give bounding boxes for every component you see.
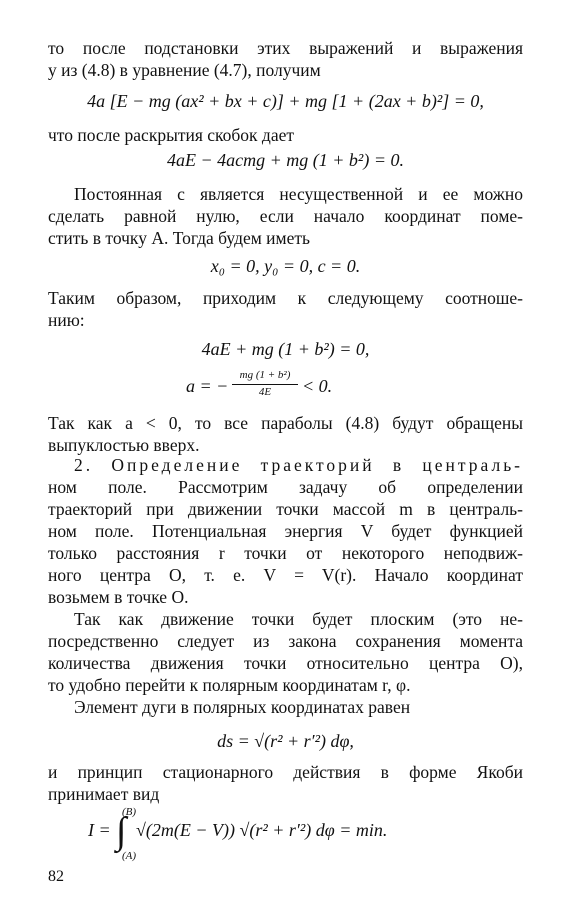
text-line: что после раскрытия скобок дает	[48, 125, 295, 145]
equation-4-9-expanded: 4a [E − mg (ax² + bx + c)] + mg [1 + (2ax + b)²] = 0,	[87, 91, 484, 111]
fraction-lhs: a = −	[186, 376, 229, 396]
integral-sign: ∫	[116, 810, 127, 852]
text-line: Постоянная c является несущественной и ее можно	[74, 184, 523, 204]
fraction-denominator: 4E	[258, 386, 272, 398]
text-line: Элемент дуги в полярных координатах равен	[74, 697, 411, 717]
equation-relation: 4aE + mg (1 + b²) = 0,	[201, 339, 370, 359]
fraction-numerator: mg (1 + b²)	[239, 369, 291, 381]
text-line: ном поле. Рассмотрим задачу об определении	[48, 477, 523, 497]
text-line: y из (4.8) в уравнение (4.7), получим	[48, 60, 321, 80]
page-number: 82	[48, 868, 64, 885]
text-line: Так как a < 0, то все параболы (4.8) будут обращены	[48, 413, 523, 433]
text-line: стить в точку A. Тогда будем иметь	[48, 228, 311, 248]
text-line: принимает вид	[48, 784, 160, 804]
equation-initial-conditions: x₀ = 0, y₀ = 0, c = 0.	[210, 256, 361, 276]
section-heading-line: 2. Определение траекторий в централь-	[74, 455, 523, 475]
integral-lower-limit: (A)	[122, 850, 137, 862]
text-line: только расстояния r точки от некоторого неподвиж-	[48, 543, 523, 563]
equation-arc-element: ds = √(r² + r′²) dφ,	[217, 731, 354, 751]
text-line: ном поле. Потенциальная энергия V будет функцией	[48, 521, 523, 541]
text-line: то удобно перейти к полярным координатам r, φ.	[48, 675, 411, 695]
equation-jacobi-integral	[88, 806, 508, 866]
integral-lhs: I =	[88, 820, 111, 840]
text-line: то после подстановки этих выражений и выражения	[48, 38, 523, 58]
integral-integrand: √(2m(E − V)) √(r² + r′²) dφ = min.	[136, 820, 388, 840]
fraction-bar	[232, 384, 298, 385]
text-line: посредственно следует из закона сохранения момента	[48, 631, 523, 651]
equation-a-fraction	[186, 369, 406, 403]
integral-upper-limit: (B)	[122, 806, 137, 818]
text-line: нию:	[48, 310, 85, 330]
text-line: и принцип стационарного действия в форме Якоби	[48, 762, 523, 782]
text-line: количества движения точки относительно центра O),	[48, 653, 523, 673]
text-line: Так как движение точки будет плоским (это не-	[74, 609, 523, 629]
equation-simplified: 4aE − 4acmg + mg (1 + b²) = 0.	[167, 150, 404, 170]
text-line: траекторий при движении точки массой m в централь-	[48, 499, 523, 519]
text-line: выпуклостью вверх.	[48, 435, 200, 455]
fraction-rhs: < 0.	[302, 376, 333, 396]
text-line: Таким образом, приходим к следующему соотноше-	[48, 288, 523, 308]
text-line: сделать равной нулю, если начало координат поме-	[48, 206, 523, 226]
text-line: возьмем в точке O.	[48, 587, 189, 607]
text-line: ного центра O, т. е. V = V(r). Начало координат	[48, 565, 523, 585]
